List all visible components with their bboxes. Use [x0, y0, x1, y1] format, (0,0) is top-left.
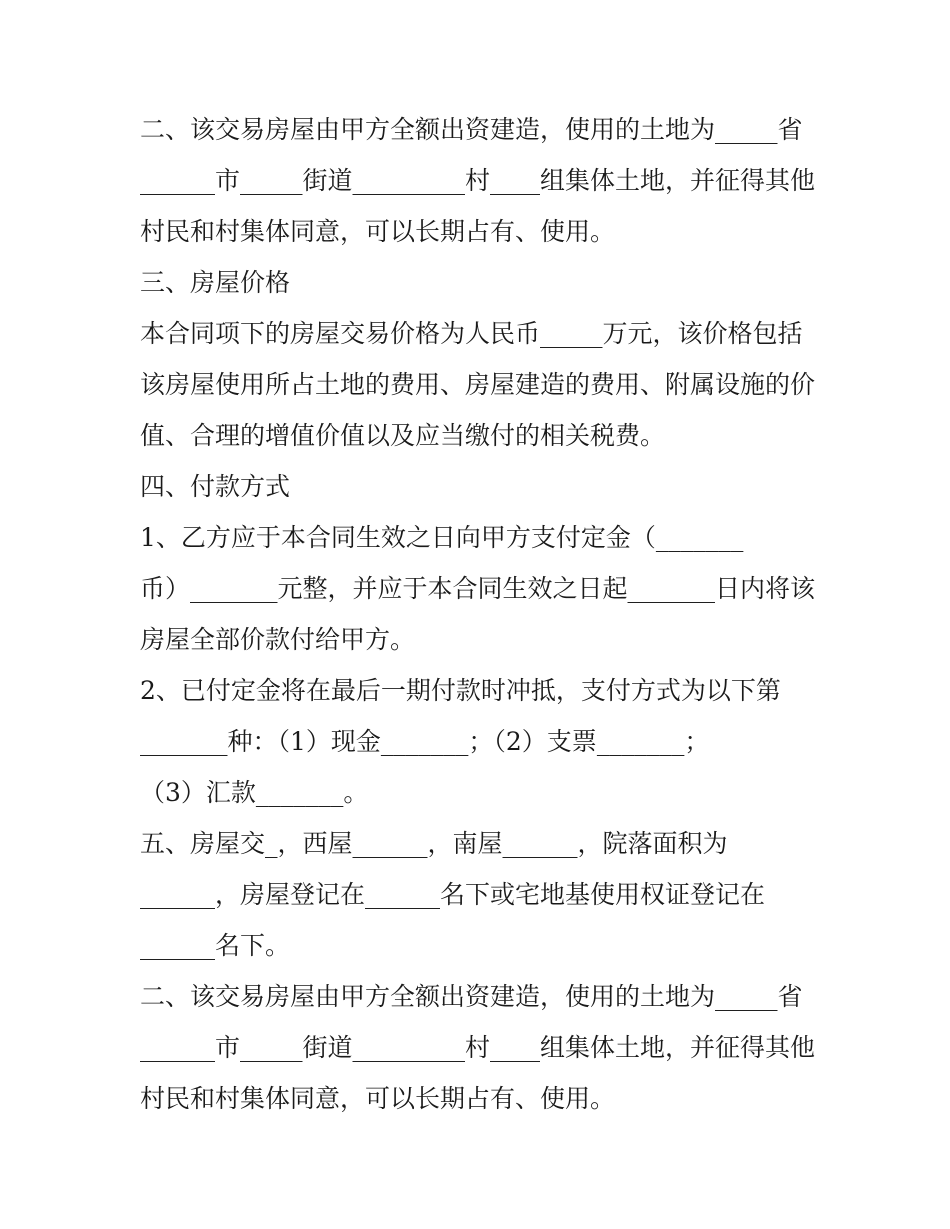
text-line: 五、房屋交_，西屋______，南屋______，院落面积为	[140, 829, 728, 858]
text-line: 2、已付定金将在最后一期付款时冲抵，支付方式为以下第	[140, 676, 781, 705]
text-line: 1、乙方应于本合同生效之日向甲方支付定金（_______	[140, 523, 744, 552]
section-heading-price: 三、房屋价格	[140, 268, 291, 297]
text-line: 本合同项下的房屋交易价格为人民币_____万元，该价格包括	[140, 319, 803, 348]
text-line: 村民和村集体同意，可以长期占有、使用。	[140, 217, 616, 246]
text-line: 该房屋使用所占土地的费用、房屋建造的费用、附属设施的价	[140, 370, 816, 399]
text-line: _______种：（1）现金_______；（2）支票_______；	[140, 727, 710, 756]
text-line: 值、合理的增值价值以及应当缴付的相关税费。	[140, 421, 666, 450]
document-body	[140, 104, 830, 1124]
text-line: 村民和村集体同意，可以长期占有、使用。	[140, 1084, 616, 1113]
text-line: 二、该交易房屋由甲方全额出资建造，使用的土地为_____省	[140, 115, 803, 144]
section-heading-payment: 四、付款方式	[140, 472, 291, 501]
text-line: ______市_____街道_________村____组集体土地，并征得其他	[140, 1033, 816, 1062]
text-line: （3）汇款_______。	[140, 778, 369, 807]
text-line: ______市_____街道_________村____组集体土地，并征得其他	[140, 166, 816, 195]
text-line: 币）_______元整，并应于本合同生效之日起_______日内将该	[140, 574, 816, 603]
text-line: ______，房屋登记在______名下或宅地基使用权证登记在	[140, 880, 766, 909]
text-line: ______名下。	[140, 931, 291, 960]
text-line: 房屋全部价款付给甲方。	[140, 625, 416, 654]
text-line: 二、该交易房屋由甲方全额出资建造，使用的土地为_____省	[140, 982, 803, 1011]
